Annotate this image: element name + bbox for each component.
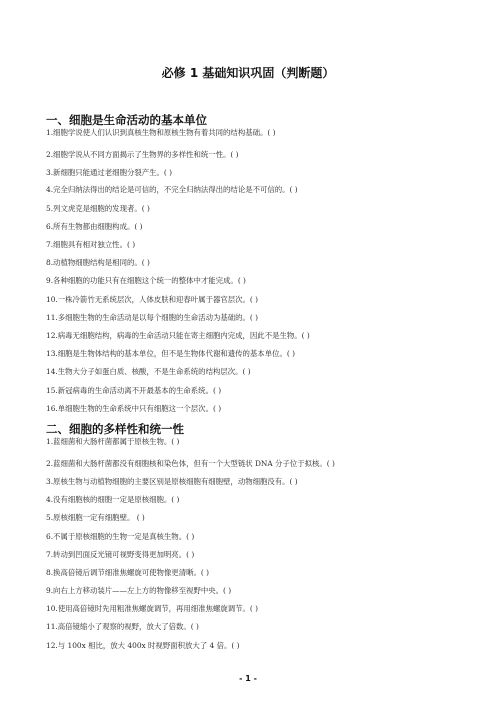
question-item: 3.新细胞只能通过老细胞分裂产生。( ) [46,168,173,177]
page-number: - 1 - [239,674,257,683]
question-item: 11.多细胞生物的生命活动是以每个细胞的生命活动为基础的。( ) [46,313,259,322]
question-item: 16.单细胞生物的生命系统中只有细胞这一个层次。( ) [46,404,222,413]
question-item: 12.与 100x 相比，放大 400x 时视野面积放大了 4 倍。( ) [46,641,240,650]
question-item: 1.蓝细菌和大肠杆菌都属于原核生物。( ) [46,437,180,446]
page-title: 必修 1 基础知识巩固（判断题） [161,66,335,80]
question-item: 11.高倍镜缩小了观察的视野，放大了倍数。( ) [46,622,199,631]
question-item: 7.转动到凹面反光镜可视野变得更加明亮。( ) [46,550,195,559]
question-item: 4.没有细胞核的细胞一定是原核细胞。( ) [46,495,180,504]
question-item: 6.所有生物都由细胞构成。( ) [46,222,143,231]
question-item: 2.蓝细菌和大肠杆菌都没有细胞核和染色体，但有一个大型链状 DNA 分子位于拟核。( ) [46,459,335,468]
question-item: 9.各种细胞的功能只有在细胞这个统一的整体中才能完成。( ) [46,276,246,285]
question-item: 8.换高倍镜后调节细准焦螺旋可使物像更清晰。( ) [46,568,209,577]
section-heading-1: 一、细胞是生命活动的基本单位 [46,113,207,127]
question-item: 15.新冠病毒的生命活动离不开最基本的生命系统。( ) [46,386,222,395]
question-item: 6.不属于原核细胞的生物一定是真核生物。( ) [46,532,195,541]
question-item: 10.一株冷箭竹无系统层次，人体皮肤和迎春叶属于器官层次。( ) [46,295,259,304]
question-item: 4.完全归纳法得出的结论是可信的，不完全归纳法得出的结论是不可信的。( ) [46,185,298,194]
question-item: 5.列文虎克是细胞的发现者。( ) [46,204,150,213]
question-item: 7.细胞具有相对独立性。( ) [46,240,136,249]
question-item: 12.病毒无细胞结构，病毒的生命活动只能在寄主细胞内完成，因此不是生物。( ) [46,331,310,340]
question-item: 9.向右上方移动装片——左上方的物像移至视野中央。( ) [46,586,232,595]
question-item: 2.细胞学说从不同方面揭示了生物界的多样性和统一性。( ) [46,150,239,159]
section-heading-2: 二、细胞的多样性和统一性 [46,422,184,436]
question-item: 1.细胞学说使人们认识到真核生物和原核生物有着共同的结构基础。( ) [46,128,276,137]
question-item: 13.细胞是生物体结构的基本单位，但不是生物体代谢和遗传的基本单位。( ) [46,349,295,358]
question-item: 5.原核细胞一定有细胞壁。 ( ) [46,513,145,522]
question-item: 10.使用高倍镜时先用粗准焦螺旋调节，再用细准焦螺旋调节。( ) [46,604,259,613]
question-item: 3.原核生物与动植物细胞的主要区别是原核细胞有细胞壁，动物细胞没有。( ) [46,477,298,486]
question-item: 14.生物大分子如蛋白质、核酸，不是生命系统的结构层次。( ) [46,367,251,376]
question-item: 8.动植物细胞结构是相同的。( ) [46,258,150,267]
